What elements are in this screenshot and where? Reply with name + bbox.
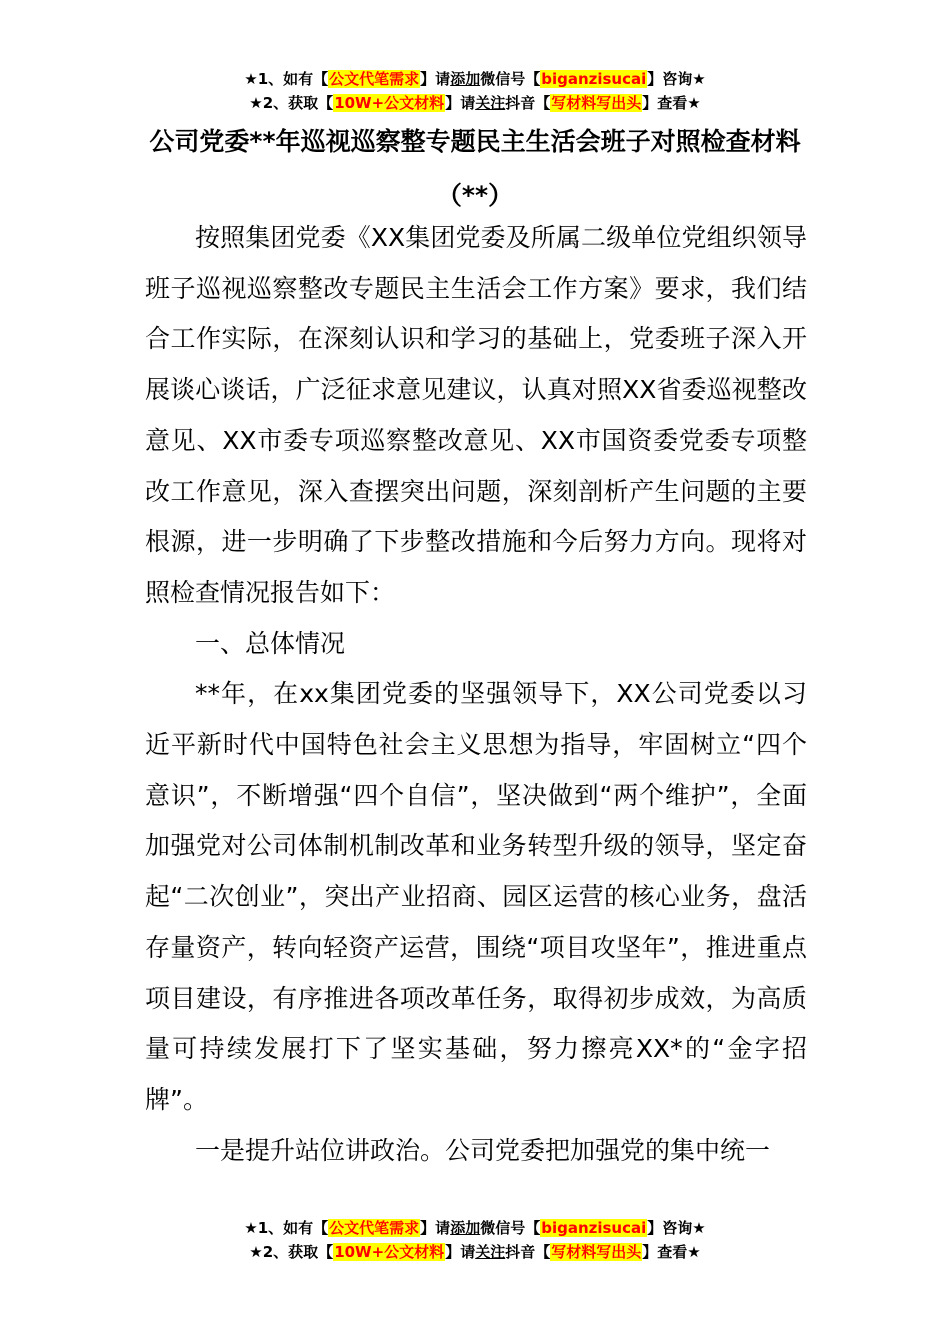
- paragraph: 按照集团党委《XX集团党委及所属二级单位党组织领导班子巡视巡察整改专题民主生活会工作方案》要求，我们结合工作实际，在深刻认识和学习的基础上，党委班子深入开展谈心谈话，广泛征求意见建议，认真对照XX省委巡视整改意见、XX市委专项巡察整改意见、XX市国资委党委专项整改工作意见，深入查摆突出问题，深刻剖析产生问题的主要根源，进一步明确了下步整改措施和今后努力方向。现将对照检查情况报告如下：: [145, 223, 807, 607]
- highlight-text: 公文代笔需求: [329, 70, 420, 88]
- highlight-text: 10W+公文材料: [334, 94, 445, 112]
- paragraph: **年，在xx集团党委的坚强领导下，XX公司党委以习近平新时代中国特色社会主义思想为指导，牢固树立“四个意识”，不断增强“四个自信”，坚决做到“两个维护”，全面加强党对公司体制机制改革和业务转型升级的领导，坚定奋起“二次创业”，突出产业招商、园区运营的核心业务，盘活存量资产，转向轻资产运营，围绕“项目攻坚年”，推进重点项目建设，有序推进各项改革任务，取得初步成效，为高质量可持续发展打下了坚实基础，努力擦亮XX*的“金字招牌”。: [145, 679, 807, 1114]
- highlight-text: 10W+公文材料: [334, 1243, 445, 1261]
- section-heading: 一、总体情况: [195, 628, 346, 658]
- highlight-text: 写材料写出头: [551, 94, 642, 112]
- promo-banner-top: [0, 67, 950, 115]
- promo-line-1: ★1、如有【公文代笔需求】请添加微信号【biganzisucai】咨询★: [244, 1219, 706, 1237]
- highlight-text: 写材料写出头: [551, 1243, 642, 1261]
- highlight-text: biganzisucai: [541, 1219, 647, 1237]
- paragraph: 一是提升站位讲政治。公司党委把加强党的集中统一: [195, 1135, 771, 1165]
- highlight-text: 公文代笔需求: [329, 1219, 420, 1237]
- promo-line-2: ★2、获取【10W+公文材料】请关注抖音【写材料写出头】查看★: [249, 1243, 701, 1261]
- promo-banner-bottom: [0, 1216, 950, 1264]
- document-body: [145, 213, 807, 1176]
- promo-line-2: ★2、获取【10W+公文材料】请关注抖音【写材料写出头】查看★: [249, 94, 701, 112]
- highlight-text: biganzisucai: [541, 70, 647, 88]
- document-title: 公司党委**年巡视巡察整专题民主生活会班子对照检查材料（**）: [149, 127, 801, 210]
- promo-line-1: ★1、如有【公文代笔需求】请添加微信号【biganzisucai】咨询★: [244, 70, 706, 88]
